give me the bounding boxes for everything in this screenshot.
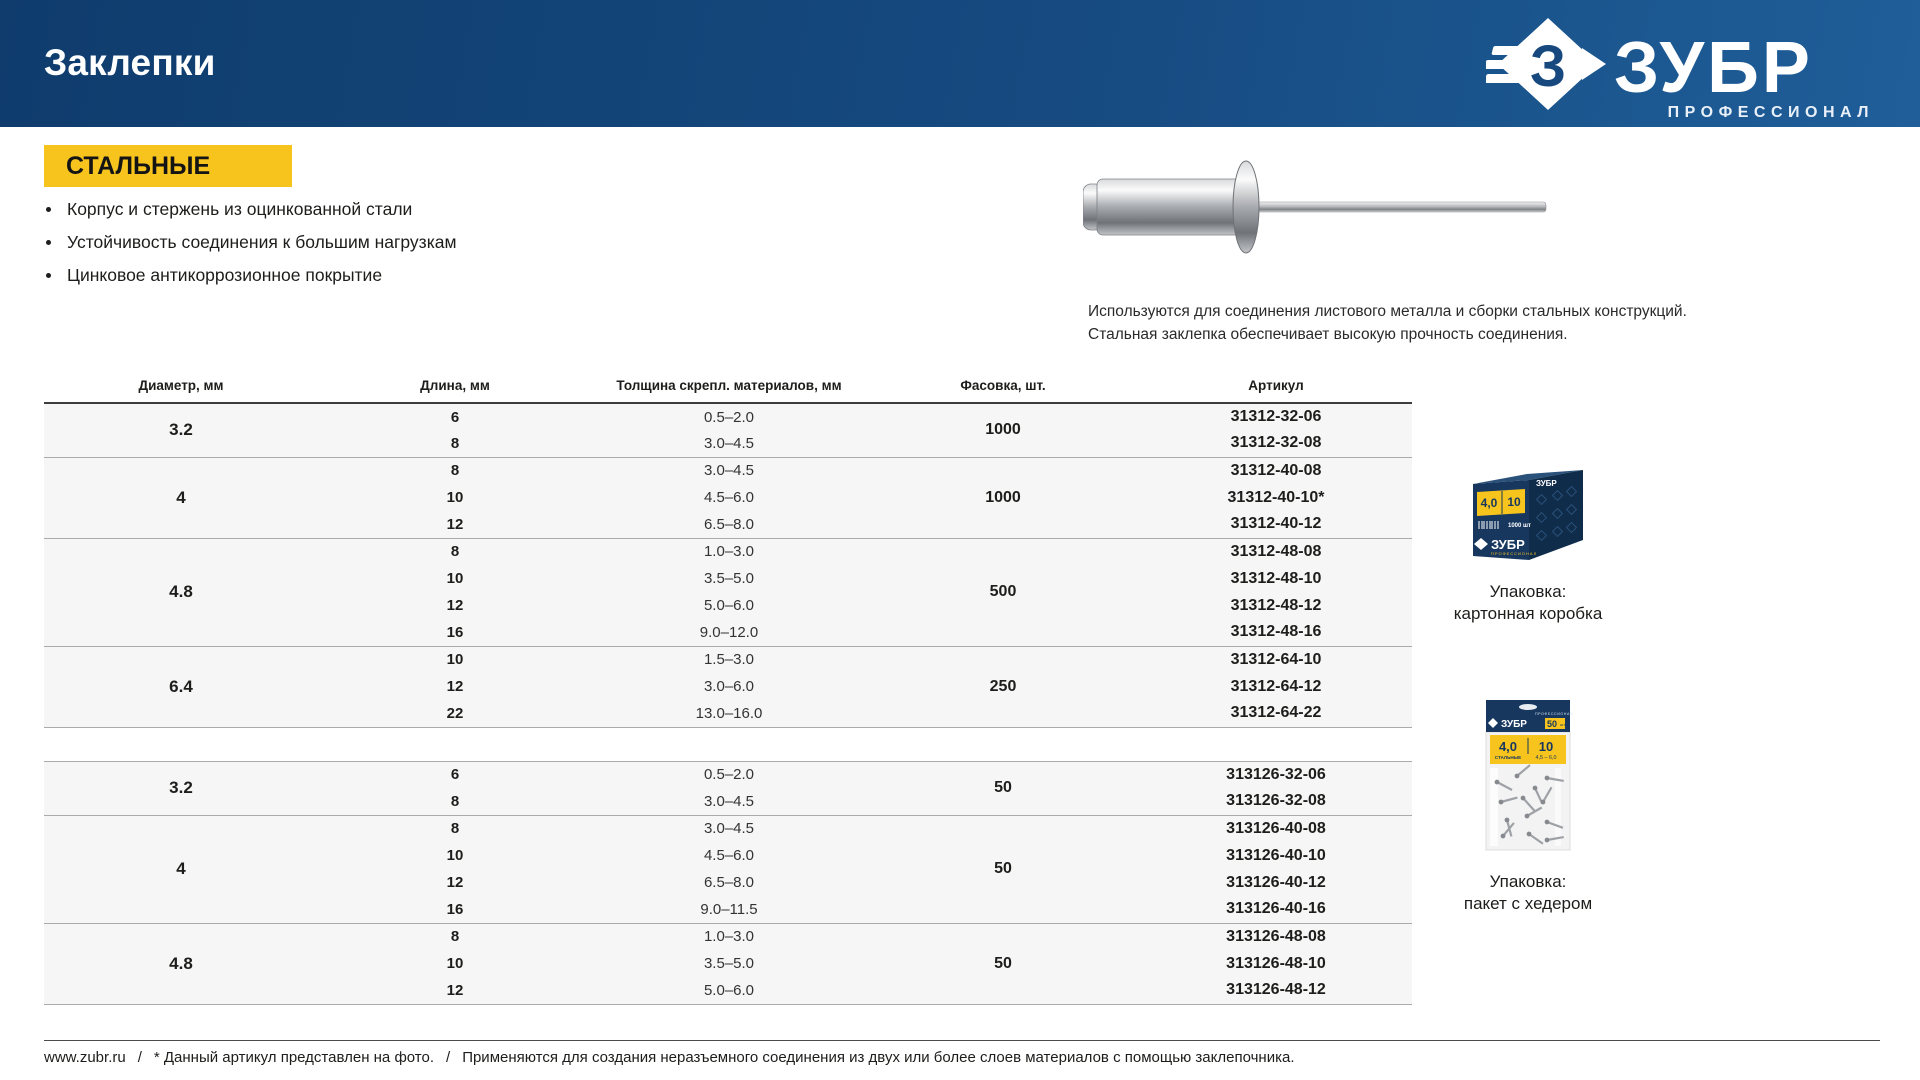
logo-wordmark: ЗУБР <box>1614 28 1813 108</box>
cell-thickness: 3.5–5.0 <box>703 955 755 972</box>
cell-length: 12 <box>446 874 464 891</box>
table-header-row <box>44 376 1412 403</box>
cell-length: 6 <box>450 408 460 426</box>
col-header-length: Длина, мм <box>420 378 490 393</box>
cell-length: 22 <box>446 704 464 722</box>
cell-article: 31312-64-22 <box>1230 704 1322 722</box>
footer-note-photo: * Данный артикул представлен на фото. <box>153 1049 435 1066</box>
cell-article: 31312-32-08 <box>1230 434 1322 452</box>
cell-article: 313126-32-08 <box>1226 792 1326 810</box>
cell-diameter: 4 <box>176 859 186 878</box>
diameter-group <box>44 538 1412 646</box>
logo-subtitle: ПРОФЕССИОНАЛ <box>1667 104 1874 121</box>
cell-article: 31312-48-12 <box>1230 596 1322 614</box>
cell-article: 313126-40-12 <box>1226 873 1326 891</box>
rivet-mandrel <box>1251 202 1546 212</box>
product-tables <box>44 376 1412 1005</box>
hang-hole-icon <box>1519 704 1537 710</box>
table-row <box>44 646 1412 673</box>
cell-pack: 50 <box>994 954 1012 972</box>
box-label-qty: 1000 шт <box>1508 523 1531 529</box>
table-row <box>44 923 1412 950</box>
cell-length: 8 <box>450 543 460 561</box>
bag-label-length: 10 <box>1538 739 1554 754</box>
cell-length: 8 <box>450 434 460 452</box>
cell-article: 313126-48-08 <box>1226 927 1326 945</box>
cell-thickness: 6.5–8.0 <box>703 874 755 891</box>
cell-thickness: 1.5–3.0 <box>703 651 755 669</box>
cell-length: 10 <box>446 847 464 864</box>
header-bag-image <box>1477 698 1579 856</box>
page-title: Заклепки <box>44 42 216 83</box>
product-description: Используются для соединения листового металла и сборки стальных конструкций. Стальная заклепка обеспечивает высокую прочность соединения. <box>1088 303 1687 344</box>
col-header-pack: Фасовка, шт. <box>960 378 1046 393</box>
feature-list <box>46 199 457 298</box>
table-row <box>44 457 1412 484</box>
diameter-group <box>44 457 1412 538</box>
footer-divider <box>44 1040 1880 1041</box>
cell-thickness: 13.0–16.0 <box>695 704 763 722</box>
rivet-product-image <box>1083 158 1548 261</box>
cell-article: 313126-48-12 <box>1226 981 1326 999</box>
cell-length: 8 <box>450 928 460 946</box>
cell-pack: 50 <box>994 860 1012 877</box>
cell-length: 12 <box>446 515 464 533</box>
cell-diameter: 4.8 <box>169 953 193 973</box>
brand-logo <box>1486 4 1878 124</box>
cell-thickness: 0.5–2.0 <box>703 408 755 426</box>
cell-thickness: 3.0–4.5 <box>703 820 755 838</box>
cell-article: 31312-48-16 <box>1230 623 1322 641</box>
bag-label-range: 4,5 – 6,0 <box>1535 755 1557 761</box>
cell-length: 10 <box>446 489 464 506</box>
packaging-figure-bag <box>1446 698 1610 916</box>
cell-length: 12 <box>446 981 464 999</box>
bag-brand-sub: ПРОФЕССИОНАЛ <box>1535 712 1574 716</box>
cell-thickness: 3.0–4.5 <box>703 462 755 480</box>
packaging-caption: Упаковка: картонная коробка <box>1453 582 1603 624</box>
cell-thickness: 3.0–4.5 <box>703 792 755 810</box>
rivet-flange <box>1233 161 1259 253</box>
diameter-group <box>44 403 1412 457</box>
cell-article: 31312-40-12 <box>1230 515 1322 533</box>
footer-site: www.zubr.ru <box>44 1049 126 1066</box>
table-row <box>44 761 1412 788</box>
packaging-caption: Упаковка: пакет с хедером <box>1463 872 1593 914</box>
page-header <box>0 0 1920 127</box>
rivet-body <box>1097 179 1241 235</box>
packaging-figure-box <box>1446 462 1610 626</box>
cell-thickness: 9.0–11.5 <box>700 900 758 918</box>
carton-box-image <box>1464 462 1592 566</box>
category-badge: СТАЛЬНЫЕ <box>44 145 292 187</box>
bag-label-type: СТАЛЬНЫЕ <box>1494 755 1522 760</box>
box-label-length: 10 <box>1507 495 1521 509</box>
footer-note-usage: Применяются для создания неразъемного соединения из двух или более слоев материалов с помощью заклепочника. <box>462 1049 1295 1066</box>
cell-diameter: 3.2 <box>169 778 193 797</box>
cell-article: 31312-40-10* <box>1227 488 1325 506</box>
feature-item: Цинковое антикоррозионное покрытие <box>46 265 457 286</box>
bag-label-diameter: 4,0 <box>1498 739 1518 754</box>
rivet-table-bulk <box>44 376 1412 728</box>
diameter-group <box>44 923 1412 1004</box>
table-row <box>44 538 1412 565</box>
cell-diameter: 3.2 <box>169 420 193 440</box>
bag-qty-unit: шт <box>1560 722 1566 727</box>
bag-qty: 50 <box>1546 719 1558 729</box>
cell-thickness: 9.0–12.0 <box>699 623 759 641</box>
box-brand: ЗУБР <box>1491 537 1525 552</box>
cell-length: 8 <box>450 820 460 838</box>
cell-pack: 1000 <box>985 421 1021 439</box>
cell-pack: 250 <box>989 677 1017 695</box>
bullet-icon <box>46 207 51 212</box>
cell-length: 10 <box>446 570 464 587</box>
cell-thickness: 3.5–5.0 <box>703 570 755 587</box>
cell-thickness: 1.0–3.0 <box>703 543 755 561</box>
cell-thickness: 1.0–3.0 <box>703 928 755 946</box>
table-row <box>44 815 1412 842</box>
cell-length: 8 <box>450 462 460 480</box>
box-side-brand: ЗУБР <box>1536 479 1557 488</box>
box-brand-sub: ПРОФЕССИОНАЛ <box>1491 551 1538 556</box>
cell-length: 8 <box>450 792 460 810</box>
cell-article: 313126-48-10 <box>1226 954 1326 972</box>
cell-article: 31312-48-08 <box>1230 542 1322 560</box>
cell-thickness: 0.5–2.0 <box>703 766 755 784</box>
col-header-article: Артикул <box>1248 378 1304 393</box>
diameter-group <box>44 815 1412 923</box>
cell-pack: 500 <box>989 583 1017 600</box>
col-header-diameter: Диаметр, мм <box>138 378 224 393</box>
diameter-group <box>44 646 1412 727</box>
cell-diameter: 6.4 <box>169 676 193 696</box>
cell-article: 313126-40-08 <box>1226 819 1326 837</box>
bag-brand: ЗУБР <box>1501 719 1527 730</box>
feature-item: Корпус и стержень из оцинкованной стали <box>46 199 457 220</box>
cell-thickness: 4.5–6.0 <box>703 847 755 864</box>
cell-article: 31312-48-10 <box>1230 569 1322 587</box>
col-header-thickness: Толщина скрепл. материалов, мм <box>616 378 842 393</box>
cell-length: 16 <box>446 900 464 918</box>
cell-length: 10 <box>446 955 464 972</box>
cell-length: 10 <box>446 651 464 669</box>
bullet-icon <box>46 273 51 278</box>
cell-length: 12 <box>446 678 464 695</box>
cell-article: 31312-64-10 <box>1230 650 1322 668</box>
footer-separator: / <box>446 1049 451 1066</box>
diameter-group <box>44 761 1412 815</box>
cell-pack: 50 <box>994 779 1012 796</box>
box-label-diameter: 4,0 <box>1480 496 1498 510</box>
cell-article: 31312-64-12 <box>1230 677 1322 695</box>
bullet-icon <box>46 240 51 245</box>
cell-article: 313126-40-16 <box>1226 900 1326 918</box>
cell-article: 313126-32-06 <box>1226 765 1326 783</box>
cell-article: 31312-40-08 <box>1230 461 1322 479</box>
footer <box>44 1049 1295 1066</box>
cell-article: 313126-40-10 <box>1226 846 1326 864</box>
cell-thickness: 4.5–6.0 <box>703 489 755 506</box>
cell-thickness: 5.0–6.0 <box>703 981 755 999</box>
feature-item: Устойчивость соединения к большим нагрузкам <box>46 232 457 253</box>
zubr-logo-icon <box>1486 4 1878 124</box>
cell-pack: 1000 <box>985 488 1021 506</box>
cell-length: 6 <box>450 766 460 784</box>
logo-initial: З <box>1529 34 1567 99</box>
cell-length: 12 <box>446 597 464 614</box>
cell-thickness: 6.5–8.0 <box>703 515 755 533</box>
cell-thickness: 5.0–6.0 <box>703 597 755 614</box>
footer-separator: / <box>137 1049 142 1066</box>
cell-length: 16 <box>446 623 464 641</box>
cell-diameter: 4.8 <box>169 582 193 601</box>
cell-thickness: 3.0–6.0 <box>703 678 755 695</box>
cell-diameter: 4 <box>176 487 186 507</box>
table-row <box>44 403 1412 430</box>
rivet-table-small-pack <box>44 761 1412 1005</box>
cell-thickness: 3.0–4.5 <box>703 434 755 452</box>
cell-article: 31312-32-06 <box>1230 408 1322 425</box>
